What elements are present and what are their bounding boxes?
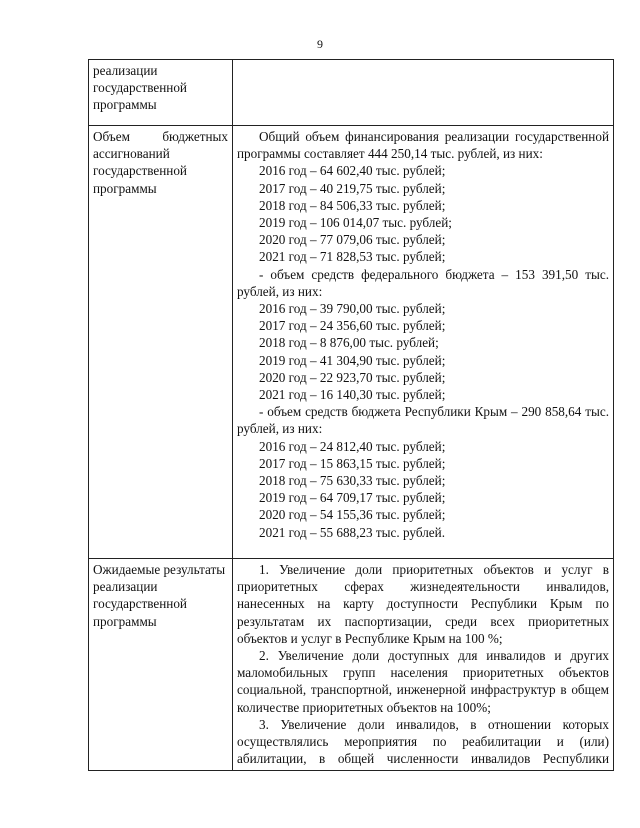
year-line: 2018 год – 84 506,33 тыс. рублей; bbox=[259, 197, 446, 213]
row-label: Объем бюджетных ассигнований государственной программы bbox=[89, 126, 233, 559]
year-line: 2021 год – 71 828,53 тыс. рублей; bbox=[259, 249, 446, 265]
table-row-continuation bbox=[89, 60, 614, 126]
year-line: 2018 год – 75 630,33 тыс. рублей; bbox=[259, 473, 446, 489]
year-line: 2019 год – 106 014,07 тыс. рублей; bbox=[259, 215, 452, 231]
year-line: 2019 год – 64 709,17 тыс. рублей; bbox=[259, 490, 446, 506]
year-line: 2016 год – 64 602,40 тыс. рублей; bbox=[259, 163, 446, 179]
row-label: реализации государственной программы bbox=[89, 60, 233, 126]
year-line: 2016 год – 24 812,40 тыс. рублей; bbox=[259, 438, 446, 454]
year-line: 2016 год – 39 790,00 тыс. рублей; bbox=[259, 301, 446, 317]
row-content bbox=[233, 126, 614, 559]
year-line: 2017 год – 24 356,60 тыс. рублей; bbox=[259, 318, 446, 334]
year-line: 2017 год – 40 219,75 тыс. рублей; bbox=[259, 180, 446, 196]
row-content bbox=[233, 60, 614, 126]
budget-total-text: Общий объем финансирования реализации государственной программы составляет 444 250,14 тыс. рублей, из них: bbox=[237, 129, 609, 162]
year-line: 2020 год – 77 079,06 тыс. рублей; bbox=[259, 232, 446, 248]
row-label: Ожидаемые результаты реализации государственной программы bbox=[89, 559, 233, 771]
result-item: 3. Увеличение доли инвалидов, в отношении которых осуществлялись мероприятия по реабилитации и (или) абилитации, в общей численности инвалидов Республики bbox=[237, 716, 609, 767]
year-line: 2020 год – 54 155,36 тыс. рублей; bbox=[259, 507, 446, 523]
budget-regional-text: - объем средств бюджета Республики Крым – 290 858,64 тыс. рублей, из них: bbox=[237, 404, 609, 437]
table-row-budget bbox=[89, 126, 614, 559]
row-content bbox=[233, 559, 614, 771]
year-line: 2018 год – 8 876,00 тыс. рублей; bbox=[259, 335, 439, 351]
year-line: 2017 год – 15 863,15 тыс. рублей; bbox=[259, 455, 446, 471]
table-row-results bbox=[89, 559, 614, 771]
year-line: 2021 год – 16 140,30 тыс. рублей; bbox=[259, 387, 446, 403]
program-passport-table bbox=[88, 59, 614, 771]
page-number: 9 bbox=[317, 37, 323, 51]
result-item: 1. Увеличение доли приоритетных объектов и услуг в приоритетных сферах жизнедеятельности инвалидов, нанесенных на карту доступности Республики Крым по результатам их паспортизации, среди всех приоритетных объектов и услуг в Республике Крым на 100 %; bbox=[237, 562, 609, 646]
budget-federal-text: - объем средств федерального бюджета – 153 391,50 тыс. рублей, из них: bbox=[237, 266, 609, 299]
year-line: 2021 год – 55 688,23 тыс. рублей. bbox=[259, 524, 445, 540]
result-item: 2. Увеличение доли доступных для инвалидов и других маломобильных групп населения приоритетных объектов социальной, транспортной, инженерной инфраструктур в общем количестве приоритетных объектов на 100%; bbox=[237, 648, 609, 715]
year-line: 2020 год – 22 923,70 тыс. рублей; bbox=[259, 369, 446, 385]
year-line: 2019 год – 41 304,90 тыс. рублей; bbox=[259, 352, 446, 368]
